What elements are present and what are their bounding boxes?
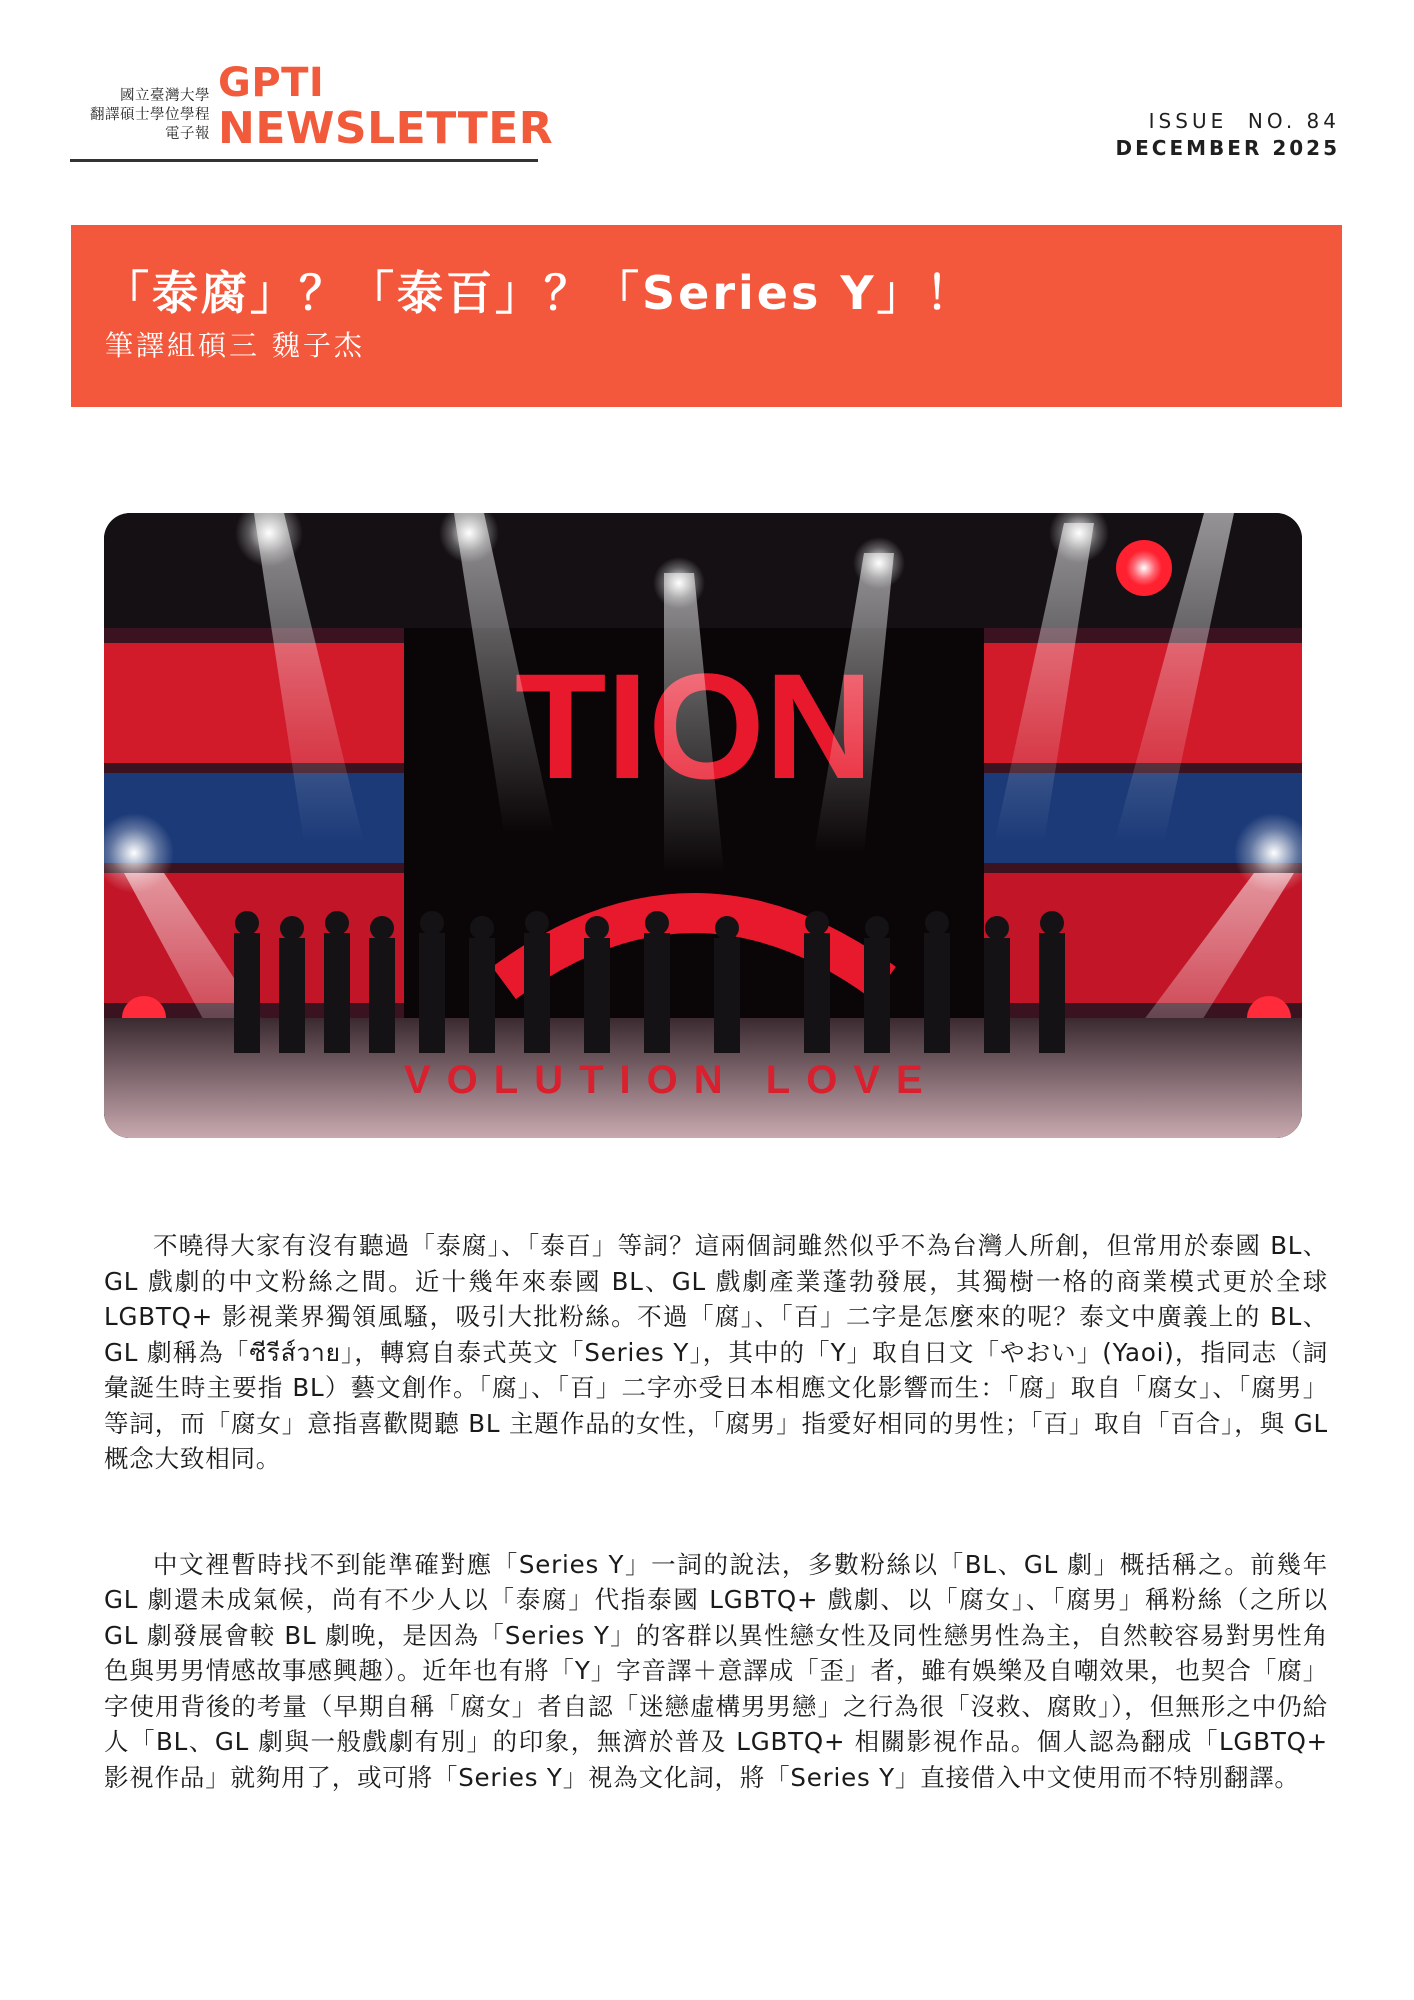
- university-name: [70, 87, 210, 144]
- program-line: 翻譯碩士學位學程: [90, 107, 210, 123]
- title-banner: [71, 225, 1342, 407]
- concert-photo: [104, 513, 1302, 1138]
- article-author: 筆譯組碩三 魏子杰: [105, 329, 365, 362]
- paragraph-1: 不曉得大家有沒有聽過「泰腐」、「泰百」等詞？這兩個詞雖然似乎不為台灣人所創，但常用於泰國 BL、GL 戲劇的中文粉絲之間。近十幾年來泰國 BL、GL 戲劇產業蓬勃發展，其獨樹一格的商業模式更於全球 LGBTQ+ 影視業界獨領風騷，吸引大批粉絲。不過「腐」、「百」二字是怎麼來的呢？泰文中廣義上的 BL、GL 劇稱為「ซีรีส์วาย」，轉寫自泰式英文「Series Y」，其中的「Y」取自日文「やおい」(Yaoi)，指同志（詞彙誕生時主要指 BL）藝文創作。「腐」、「百」二字亦受日本相應文化影響而生：「腐」取自「腐女」、「腐男」等詞，而「腐女」意指喜歡閱聽 BL 主題作品的女性，「腐男」指愛好相同的男性；「百」取自「百合」，與 GL 概念大致相同。: [104, 1231, 1328, 1473]
- paragraph-2: 中文裡暫時找不到能準確對應「Series Y」一詞的說法，多數粉絲以「BL、GL 劇」概括稱之。前幾年 GL 劇還未成氣候，尚有不少人以「泰腐」代指泰國 LGBTQ+ 戲劇、以「腐女」、「腐男」稱粉絲（之所以 GL 劇發展會較 BL 劇晚，是因為「Series Y」的客群以異性戀女性及同性戀男性為主，自然較容易對男性角色與男男情感故事感興趣）。近年也有將「Y」字音譯＋意譯成「歪」者，雖有娛樂及自嘲效果，也契合「腐」字使用背後的考量（早期自稱「腐女」者自認「迷戀虛構男男戀」之行為很「沒救、腐敗」），但無形之中仍給人「BL、GL 劇與一般戲劇有別」的印象，無濟於普及 LGBTQ+ 相關影視作品。個人認為翻成「LGBTQ+ 影視作品」就夠用了，或可將「Series Y」視為文化詞，將「Series Y」直接借入中文使用而不特別翻譯。: [104, 1549, 1328, 1792]
- article-title: 「泰腐」？「泰百」？「Series Y」！: [103, 266, 975, 320]
- article-body: [104, 1228, 1328, 1795]
- brand-newsletter: NEWSLETTER: [218, 103, 554, 154]
- concert-stage-illustration: [104, 513, 1302, 1138]
- stage-banner-text: VOLUTION LOVE: [404, 1058, 939, 1102]
- masthead-divider: [70, 159, 538, 162]
- issue-date: DECEMBER 2025: [1115, 136, 1340, 160]
- university-line: 國立臺灣大學: [120, 88, 210, 104]
- masthead: [70, 55, 554, 165]
- issue-number: ISSUE NO. 84: [1148, 109, 1340, 133]
- brand-gpti: GPTI: [218, 60, 325, 106]
- brand-logo: [218, 61, 553, 153]
- newsletter-line: 電子報: [165, 126, 210, 142]
- issue-info: [1116, 108, 1340, 162]
